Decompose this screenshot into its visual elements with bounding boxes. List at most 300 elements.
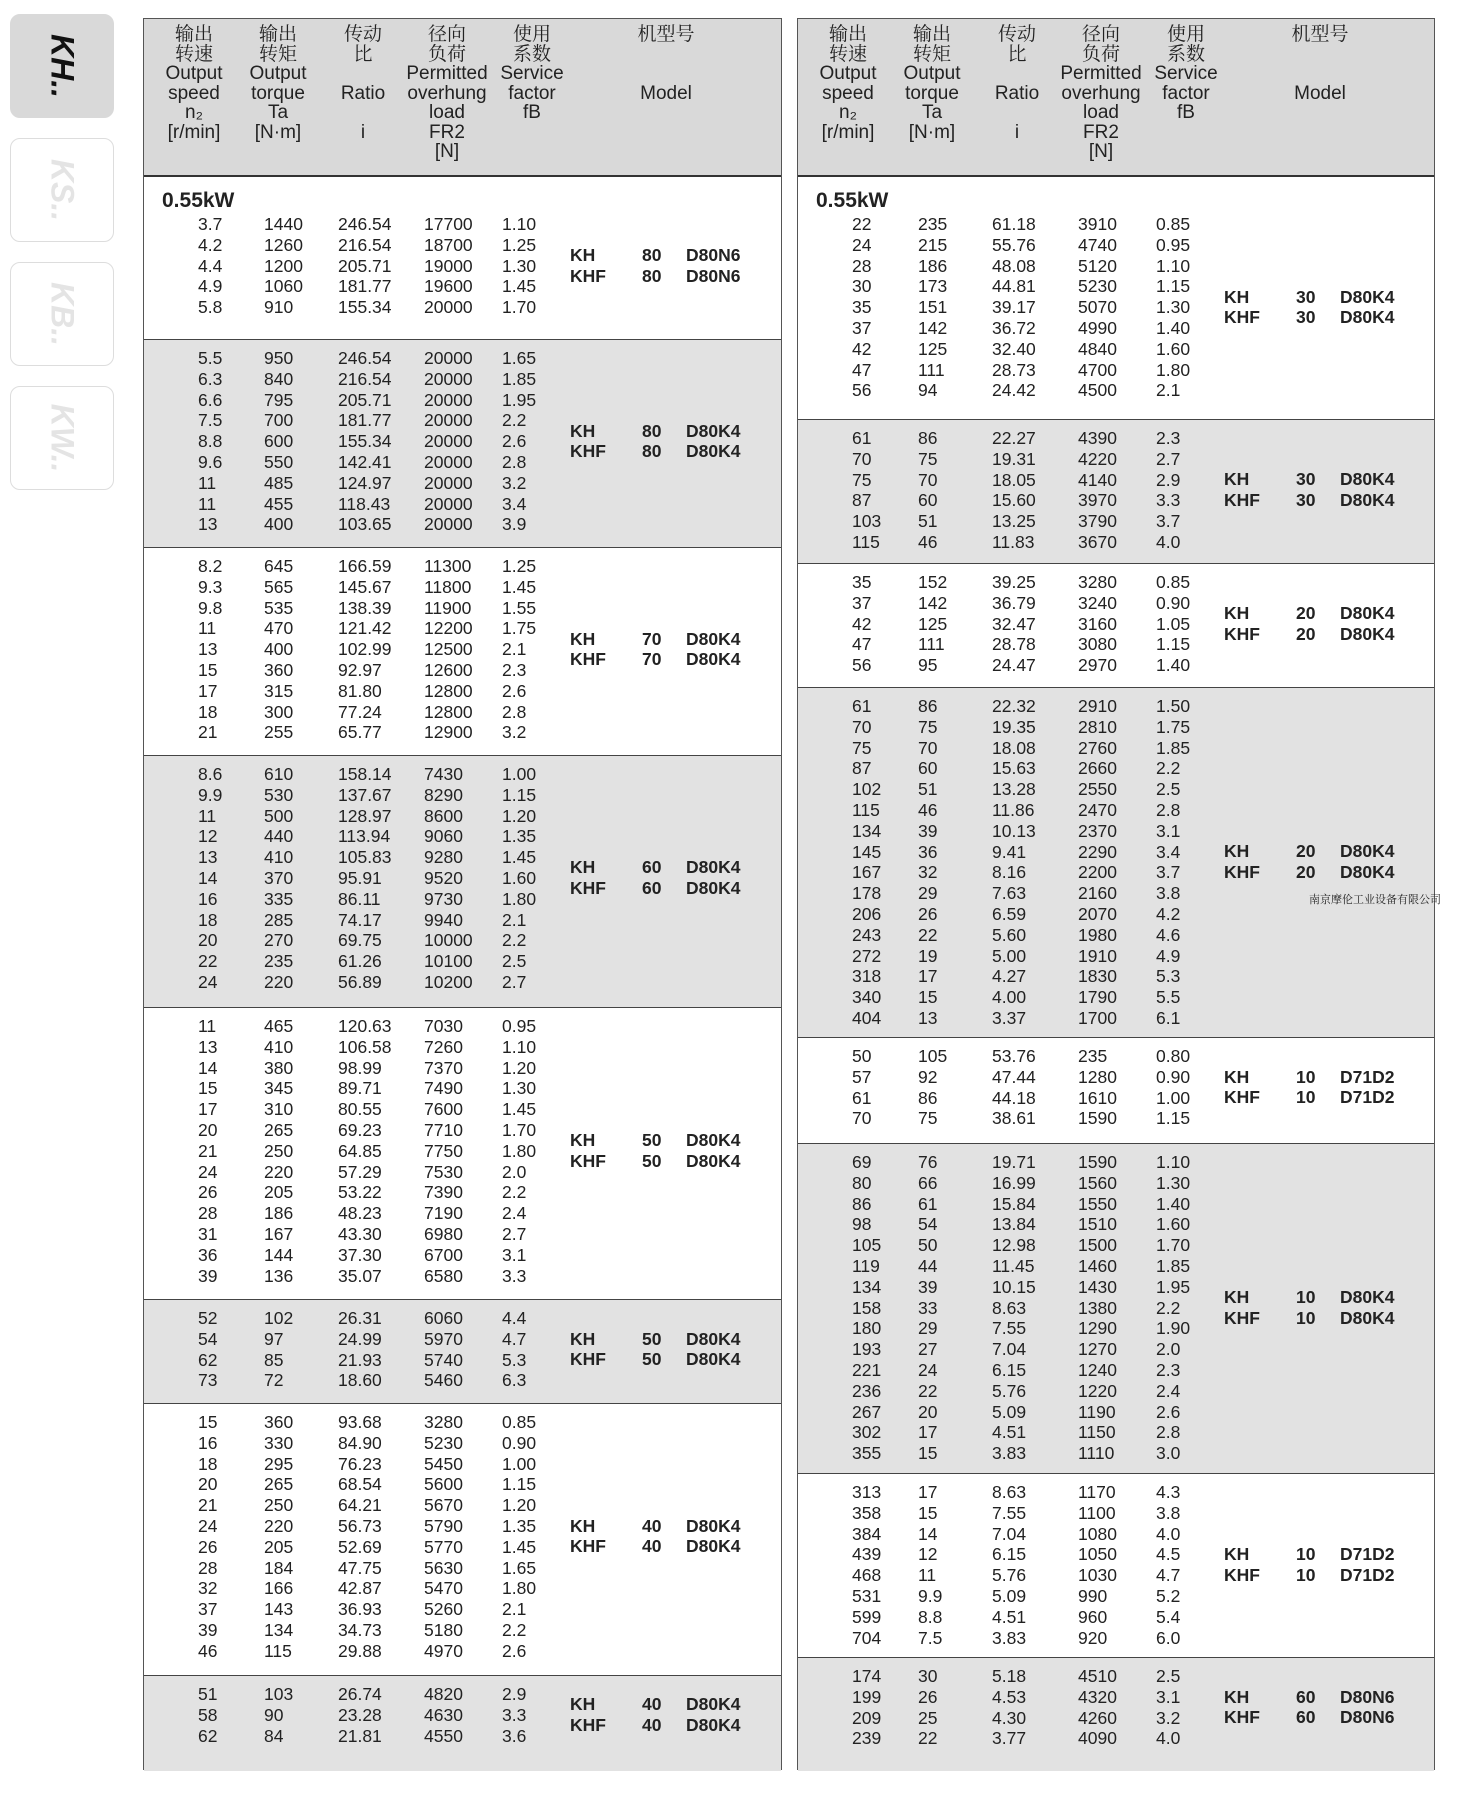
table-row bbox=[144, 806, 781, 827]
output-torque: 1260 bbox=[264, 234, 303, 255]
tab-kw-label: KW.. bbox=[44, 403, 81, 473]
model-type: KH bbox=[570, 1328, 596, 1349]
ratio: 137.67 bbox=[338, 784, 392, 805]
header-c5 bbox=[1126, 25, 1246, 123]
ratio: 36.79 bbox=[992, 592, 1036, 613]
table-row bbox=[798, 842, 1434, 863]
ratio: 5.18 bbox=[992, 1666, 1027, 1686]
ratio: 6.15 bbox=[992, 1544, 1027, 1565]
service-factor: 2.1 bbox=[502, 639, 527, 660]
model-type: KH bbox=[1224, 1287, 1250, 1307]
motor-code: D80K4 bbox=[1340, 307, 1395, 328]
model-type: KHF bbox=[1224, 1564, 1260, 1585]
table-row bbox=[144, 1454, 781, 1475]
output-speed: 16 bbox=[198, 888, 218, 909]
service-factor: 1.80 bbox=[1156, 359, 1191, 380]
service-factor: 1.80 bbox=[502, 888, 537, 909]
motor-code: D80K4 bbox=[686, 420, 741, 441]
header-line: 输出 bbox=[912, 24, 951, 45]
overhung-load: 990 bbox=[1078, 1586, 1108, 1606]
output-torque: 600 bbox=[264, 431, 294, 452]
output-speed: 56 bbox=[852, 655, 872, 676]
output-torque: 610 bbox=[264, 764, 294, 784]
overhung-load: 12800 bbox=[424, 701, 473, 722]
overhung-load: 5970 bbox=[424, 1328, 463, 1349]
ratio: 68.54 bbox=[338, 1474, 382, 1495]
header-line: overhung bbox=[407, 82, 487, 104]
header-line: fB bbox=[523, 102, 541, 123]
row-group bbox=[144, 214, 781, 339]
motor-code: D80K4 bbox=[1340, 489, 1395, 510]
output-speed: 239 bbox=[852, 1728, 882, 1749]
overhung-load: 1460 bbox=[1078, 1256, 1117, 1276]
ratio: 21.81 bbox=[338, 1725, 382, 1746]
output-torque: 410 bbox=[264, 1036, 294, 1057]
model-type: KH bbox=[570, 420, 596, 441]
table-row bbox=[798, 1728, 1434, 1749]
service-factor: 1.75 bbox=[1156, 716, 1191, 737]
ratio: 5.09 bbox=[992, 1586, 1027, 1606]
table-row bbox=[798, 1628, 1434, 1649]
tab-kw[interactable] bbox=[10, 386, 114, 490]
output-speed: 243 bbox=[852, 924, 882, 945]
table-row bbox=[144, 702, 781, 723]
model-type: KH bbox=[570, 628, 596, 649]
output-speed: 31 bbox=[198, 1224, 218, 1244]
output-torque: 44 bbox=[918, 1256, 938, 1276]
ratio: 4.51 bbox=[992, 1422, 1027, 1443]
overhung-load: 1150 bbox=[1078, 1422, 1116, 1443]
header-line: i bbox=[360, 121, 366, 143]
output-speed: 115 bbox=[852, 532, 880, 552]
output-torque: 30 bbox=[918, 1666, 938, 1686]
ratio: 11.83 bbox=[992, 532, 1035, 552]
service-factor: 2.1 bbox=[1156, 380, 1181, 401]
output-torque: 335 bbox=[264, 888, 294, 909]
output-torque: 29 bbox=[918, 1318, 938, 1339]
ratio: 155.34 bbox=[338, 297, 392, 318]
ratio: 246.54 bbox=[338, 348, 392, 368]
service-factor: 3.7 bbox=[1156, 862, 1181, 883]
overhung-load: 1830 bbox=[1078, 966, 1117, 987]
output-speed: 37 bbox=[852, 592, 872, 613]
output-speed: 11 bbox=[198, 472, 217, 493]
output-speed: 102 bbox=[852, 779, 882, 800]
output-speed: 384 bbox=[852, 1523, 882, 1544]
row-group bbox=[798, 214, 1434, 419]
model-type: KH bbox=[1224, 1066, 1250, 1087]
service-factor: 0.90 bbox=[1156, 1066, 1191, 1087]
overhung-load: 4140 bbox=[1078, 469, 1117, 490]
output-speed: 9.3 bbox=[198, 576, 223, 597]
output-speed: 178 bbox=[852, 883, 882, 904]
service-factor: 6.0 bbox=[1156, 1627, 1181, 1648]
service-factor: 4.5 bbox=[1156, 1544, 1181, 1565]
overhung-load: 9280 bbox=[424, 847, 463, 868]
output-torque: 19 bbox=[918, 945, 938, 966]
ratio: 56.73 bbox=[338, 1516, 382, 1536]
header-line: torque bbox=[905, 82, 959, 104]
service-factor: 6.1 bbox=[1156, 1008, 1181, 1028]
tab-ks[interactable] bbox=[10, 138, 114, 242]
output-torque: 470 bbox=[264, 618, 294, 639]
output-speed: 22 bbox=[198, 951, 218, 972]
output-speed: 20 bbox=[198, 1474, 218, 1495]
ratio: 7.63 bbox=[992, 883, 1027, 904]
table-row bbox=[798, 1339, 1434, 1360]
overhung-load: 1550 bbox=[1078, 1193, 1117, 1214]
output-speed: 119 bbox=[852, 1256, 880, 1276]
header-line: Service bbox=[500, 63, 564, 84]
output-torque: 22 bbox=[918, 924, 938, 945]
model-size: 40 bbox=[642, 1694, 662, 1715]
ratio: 36.93 bbox=[338, 1599, 382, 1620]
output-speed: 47 bbox=[852, 634, 872, 655]
overhung-load: 1190 bbox=[1078, 1401, 1116, 1422]
ratio: 181.77 bbox=[338, 410, 392, 431]
service-factor: 1.15 bbox=[1156, 276, 1191, 297]
model-type: KH bbox=[570, 1694, 596, 1715]
table-row bbox=[144, 930, 781, 951]
output-speed: 61 bbox=[852, 696, 872, 716]
output-speed: 47 bbox=[852, 359, 872, 380]
model-size: 30 bbox=[1296, 489, 1316, 510]
table-row bbox=[798, 276, 1434, 297]
overhung-load: 1170 bbox=[1078, 1482, 1116, 1502]
row-group bbox=[798, 1473, 1434, 1657]
ratio: 6.59 bbox=[992, 904, 1027, 924]
header-line: Output bbox=[903, 63, 961, 84]
service-factor: 4.3 bbox=[1156, 1482, 1181, 1502]
output-torque: 500 bbox=[264, 805, 294, 826]
row-group bbox=[798, 687, 1434, 1037]
model-size: 80 bbox=[642, 245, 662, 265]
ratio: 216.54 bbox=[338, 368, 392, 389]
output-speed: 4.4 bbox=[198, 255, 223, 276]
output-speed: 58 bbox=[198, 1704, 218, 1725]
service-factor: 1.70 bbox=[502, 297, 537, 318]
table-row bbox=[144, 1620, 781, 1641]
table-row bbox=[798, 779, 1434, 800]
overhung-load: 3670 bbox=[1078, 532, 1117, 552]
motor-code: D80K4 bbox=[686, 1349, 741, 1370]
ratio: 98.99 bbox=[338, 1057, 382, 1078]
tab-kb[interactable] bbox=[10, 262, 114, 366]
model-size: 50 bbox=[642, 1130, 662, 1151]
output-speed: 42 bbox=[852, 613, 872, 634]
service-factor: 3.9 bbox=[502, 514, 527, 535]
overhung-load: 19600 bbox=[424, 276, 473, 297]
model-type: KHF bbox=[570, 441, 606, 462]
header-line: Output bbox=[819, 63, 877, 84]
output-torque: 295 bbox=[264, 1453, 294, 1474]
output-torque: 205 bbox=[264, 1536, 294, 1557]
ratio: 24.47 bbox=[992, 655, 1036, 676]
ratio: 16.99 bbox=[992, 1172, 1036, 1193]
overhung-load: 1430 bbox=[1078, 1276, 1117, 1297]
service-factor: 2.3 bbox=[1156, 428, 1181, 448]
table-row bbox=[798, 1503, 1434, 1524]
output-speed: 318 bbox=[852, 966, 882, 987]
ratio: 7.55 bbox=[992, 1318, 1027, 1339]
output-torque: 142 bbox=[918, 318, 948, 338]
overhung-load: 20000 bbox=[424, 514, 473, 535]
model-size: 80 bbox=[642, 420, 662, 441]
service-factor: 3.3 bbox=[502, 1704, 527, 1725]
overhung-load: 4220 bbox=[1078, 448, 1117, 469]
table-row bbox=[798, 1214, 1434, 1235]
output-torque: 86 bbox=[918, 696, 938, 716]
service-factor: 4.4 bbox=[502, 1308, 527, 1328]
header-c5 bbox=[472, 25, 592, 123]
output-torque: 75 bbox=[918, 1108, 938, 1129]
service-factor: 1.55 bbox=[502, 597, 537, 618]
output-torque: 24 bbox=[918, 1360, 938, 1380]
output-torque: 173 bbox=[918, 276, 948, 297]
table-row bbox=[144, 1078, 781, 1099]
overhung-load: 235 bbox=[1078, 1046, 1108, 1066]
overhung-load: 2910 bbox=[1078, 696, 1117, 716]
ratio: 3.77 bbox=[992, 1728, 1027, 1749]
model-type: KH bbox=[1224, 286, 1250, 307]
service-factor: 2.2 bbox=[502, 930, 527, 951]
output-speed: 8.8 bbox=[198, 431, 223, 452]
overhung-load: 19000 bbox=[424, 255, 473, 276]
output-speed: 39 bbox=[198, 1265, 218, 1286]
overhung-load: 4970 bbox=[424, 1640, 463, 1661]
output-speed: 13 bbox=[198, 514, 218, 535]
ratio: 29.88 bbox=[338, 1640, 382, 1661]
output-speed: 32 bbox=[198, 1578, 218, 1599]
service-factor: 1.95 bbox=[502, 389, 537, 410]
ratio: 6.15 bbox=[992, 1360, 1027, 1380]
table-row bbox=[798, 214, 1434, 235]
header-line: n₂ bbox=[185, 102, 203, 123]
output-speed: 61 bbox=[852, 1087, 872, 1108]
ratio: 34.73 bbox=[338, 1620, 382, 1640]
overhung-load: 5600 bbox=[424, 1474, 463, 1495]
ratio: 19.31 bbox=[992, 448, 1036, 469]
overhung-load: 2660 bbox=[1078, 758, 1117, 779]
header-line: 机型号 bbox=[1291, 24, 1349, 45]
ratio: 76.23 bbox=[338, 1453, 382, 1474]
service-factor: 1.20 bbox=[502, 805, 537, 826]
table-row bbox=[798, 470, 1434, 491]
motor-code: D80K4 bbox=[686, 1150, 741, 1171]
overhung-load: 1220 bbox=[1078, 1380, 1117, 1401]
output-speed: 24 bbox=[852, 234, 872, 255]
motor-code: D80K4 bbox=[686, 877, 741, 898]
output-torque: 90 bbox=[264, 1704, 284, 1725]
overhung-load: 2970 bbox=[1078, 655, 1117, 676]
ratio: 19.35 bbox=[992, 716, 1036, 737]
output-speed: 236 bbox=[852, 1380, 882, 1401]
ratio: 36.72 bbox=[992, 318, 1036, 338]
header-line: 使用 bbox=[512, 24, 551, 45]
output-torque: 15 bbox=[918, 1502, 938, 1523]
output-speed: 206 bbox=[852, 904, 882, 924]
row-group bbox=[144, 755, 781, 1007]
overhung-load: 12900 bbox=[424, 722, 473, 743]
overhung-load: 12200 bbox=[424, 618, 473, 639]
output-torque: 25 bbox=[918, 1707, 938, 1728]
motor-code: D80K4 bbox=[686, 1130, 741, 1151]
output-torque: 75 bbox=[918, 716, 938, 737]
output-torque: 142 bbox=[918, 592, 948, 613]
table-row bbox=[798, 1318, 1434, 1339]
service-factor: 1.40 bbox=[1156, 655, 1191, 676]
model-size: 30 bbox=[1296, 286, 1316, 307]
output-torque: 7.5 bbox=[918, 1627, 943, 1648]
output-speed: 70 bbox=[852, 448, 872, 469]
output-speed: 20 bbox=[198, 1120, 218, 1140]
service-factor: 5.3 bbox=[1156, 966, 1181, 987]
model-size: 20 bbox=[1296, 861, 1316, 882]
table-row bbox=[798, 655, 1434, 676]
overhung-load: 20000 bbox=[424, 452, 473, 472]
service-factor: 4.0 bbox=[1156, 1728, 1181, 1749]
model-size: 30 bbox=[1296, 307, 1316, 328]
output-speed: 69 bbox=[852, 1152, 872, 1172]
table-row bbox=[798, 634, 1434, 655]
output-speed: 28 bbox=[198, 1557, 218, 1578]
overhung-load: 11800 bbox=[424, 576, 472, 597]
output-speed: 531 bbox=[852, 1586, 882, 1606]
ratio: 3.83 bbox=[992, 1627, 1027, 1648]
overhung-load: 20000 bbox=[424, 348, 473, 368]
overhung-load: 6060 bbox=[424, 1308, 463, 1328]
table-row bbox=[144, 214, 781, 235]
service-factor: 2.6 bbox=[502, 1640, 527, 1661]
row-group bbox=[144, 1675, 781, 1771]
output-torque: 94 bbox=[918, 380, 938, 401]
service-factor: 1.25 bbox=[502, 556, 537, 576]
output-torque: 9.9 bbox=[918, 1586, 943, 1606]
output-torque: 265 bbox=[264, 1474, 294, 1495]
tab-kh[interactable] bbox=[10, 14, 114, 118]
output-speed: 35 bbox=[852, 297, 872, 318]
service-factor: 0.80 bbox=[1156, 1046, 1191, 1066]
output-speed: 272 bbox=[852, 945, 882, 966]
model-size: 80 bbox=[642, 441, 662, 462]
output-speed: 13 bbox=[198, 847, 218, 868]
overhung-load: 7710 bbox=[424, 1120, 463, 1140]
table-row bbox=[144, 764, 781, 785]
overhung-load: 5230 bbox=[1078, 276, 1117, 297]
overhung-load: 4700 bbox=[1078, 359, 1117, 380]
table-row bbox=[144, 785, 781, 806]
output-speed: 37 bbox=[198, 1599, 218, 1620]
table-row bbox=[798, 490, 1434, 511]
output-torque: 255 bbox=[264, 722, 294, 743]
header-line: 输出 bbox=[258, 24, 297, 45]
output-torque: 220 bbox=[264, 1516, 294, 1536]
table-row bbox=[798, 1607, 1434, 1628]
overhung-load: 1030 bbox=[1078, 1565, 1117, 1586]
overhung-load: 1110 bbox=[1078, 1443, 1115, 1464]
table-row bbox=[798, 1443, 1434, 1464]
model-type: KHF bbox=[1224, 861, 1260, 882]
table-row bbox=[144, 1641, 781, 1662]
ratio: 4.53 bbox=[992, 1686, 1027, 1707]
service-factor: 2.5 bbox=[1156, 1666, 1181, 1686]
model-size: 20 bbox=[1296, 841, 1316, 862]
model-type: KHF bbox=[570, 1714, 606, 1735]
service-factor: 1.45 bbox=[502, 276, 537, 297]
output-torque: 125 bbox=[918, 338, 948, 359]
model-size: 10 bbox=[1296, 1307, 1316, 1328]
overhung-load: 1290 bbox=[1078, 1318, 1117, 1339]
service-factor: 3.8 bbox=[1156, 1502, 1181, 1523]
header-line: 输出 bbox=[828, 24, 867, 45]
overhung-load: 4510 bbox=[1078, 1666, 1117, 1686]
ratio: 24.99 bbox=[338, 1328, 382, 1349]
ratio: 5.76 bbox=[992, 1380, 1027, 1401]
output-torque: 92 bbox=[918, 1066, 938, 1087]
output-speed: 5.8 bbox=[198, 297, 223, 318]
output-torque: 235 bbox=[264, 951, 294, 972]
motor-code: D80K4 bbox=[686, 441, 741, 462]
ratio: 55.76 bbox=[992, 234, 1036, 255]
output-torque: 265 bbox=[264, 1120, 294, 1140]
ratio: 5.09 bbox=[992, 1401, 1027, 1422]
service-factor: 1.60 bbox=[1156, 1214, 1191, 1235]
output-speed: 70 bbox=[852, 1108, 872, 1129]
output-torque: 345 bbox=[264, 1078, 294, 1099]
output-speed: 61 bbox=[852, 428, 872, 448]
service-factor: 2.0 bbox=[502, 1161, 527, 1182]
output-speed: 42 bbox=[852, 338, 872, 359]
overhung-load: 5740 bbox=[424, 1349, 463, 1370]
overhung-load: 18700 bbox=[424, 234, 473, 255]
output-speed: 9.9 bbox=[198, 784, 223, 805]
model-size: 50 bbox=[642, 1349, 662, 1370]
motor-code: D80N6 bbox=[1340, 1707, 1395, 1728]
output-speed: 145 bbox=[852, 841, 882, 862]
output-speed: 62 bbox=[198, 1349, 218, 1370]
table-row bbox=[144, 1578, 781, 1599]
overhung-load: 960 bbox=[1078, 1606, 1108, 1627]
header-line: Ratio bbox=[340, 82, 386, 104]
output-speed: 7.5 bbox=[198, 410, 223, 431]
ratio: 145.67 bbox=[338, 576, 392, 597]
output-torque: 36 bbox=[918, 841, 938, 862]
output-speed: 36 bbox=[198, 1244, 218, 1265]
model-type: KHF bbox=[1224, 1087, 1260, 1108]
overhung-load: 20000 bbox=[424, 368, 473, 389]
table-row bbox=[144, 1558, 781, 1579]
motor-code: D80K4 bbox=[1340, 623, 1395, 644]
ratio: 18.60 bbox=[338, 1370, 382, 1391]
header-line: load bbox=[1083, 102, 1119, 123]
ratio: 7.55 bbox=[992, 1502, 1027, 1523]
service-factor: 0.95 bbox=[502, 1016, 537, 1036]
overhung-load: 4260 bbox=[1078, 1707, 1117, 1728]
overhung-load: 10200 bbox=[424, 972, 473, 992]
ratio: 89.71 bbox=[338, 1078, 382, 1099]
model-type: KHF bbox=[1224, 623, 1260, 644]
overhung-load: 2760 bbox=[1078, 737, 1117, 758]
output-speed: 180 bbox=[852, 1318, 882, 1339]
output-torque: 330 bbox=[264, 1432, 294, 1453]
ratio: 24.42 bbox=[992, 380, 1036, 401]
overhung-load: 4390 bbox=[1078, 428, 1117, 448]
overhung-load: 1610 bbox=[1078, 1087, 1117, 1108]
ratio: 5.76 bbox=[992, 1565, 1027, 1586]
output-speed: 11 bbox=[198, 1016, 217, 1036]
ratio: 121.42 bbox=[338, 618, 392, 639]
output-torque: 152 bbox=[918, 572, 948, 592]
